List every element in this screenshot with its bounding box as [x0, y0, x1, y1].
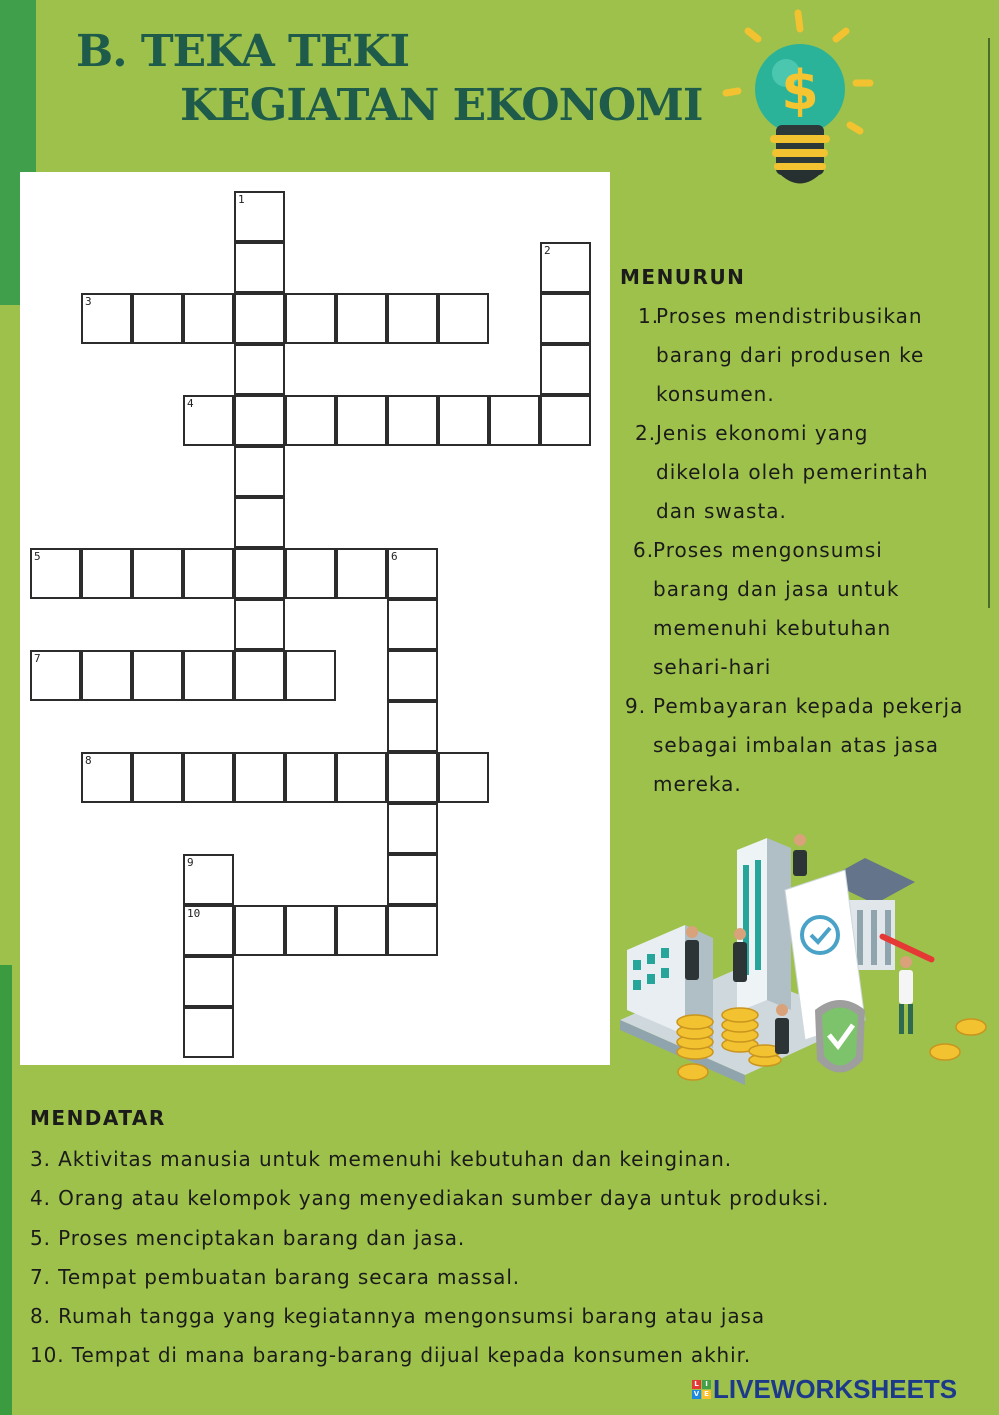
crossword-cell[interactable]	[234, 191, 285, 242]
crossword-cell[interactable]	[30, 548, 81, 599]
crossword-grid	[20, 172, 610, 1065]
crossword-cell[interactable]	[336, 752, 387, 803]
down-clue-2	[635, 414, 929, 531]
crossword-cell-number: 8	[85, 754, 92, 767]
brand-mark-square: L	[692, 1380, 701, 1389]
crossword-cell[interactable]	[285, 395, 336, 446]
crossword-cell-number: 6	[391, 550, 398, 563]
crossword-cell[interactable]	[540, 395, 591, 446]
crossword-cell[interactable]	[234, 752, 285, 803]
crossword-cell[interactable]	[132, 650, 183, 701]
crossword-cell[interactable]	[183, 1007, 234, 1058]
down-clue-9-number: 9.	[625, 694, 647, 718]
crossword-cell[interactable]	[387, 395, 438, 446]
crossword-cell[interactable]	[81, 548, 132, 599]
down-clue-2-text: Jenis ekonomi yang dikelola oleh pemerintah dan swasta.	[656, 421, 929, 523]
crossword-cell[interactable]	[336, 905, 387, 956]
crossword-cell[interactable]	[234, 242, 285, 293]
across-clue-5: 5. Proses menciptakan barang dan jasa.	[30, 1225, 466, 1250]
title-line-2: KEGIATAN EKONOMI	[180, 80, 703, 131]
crossword-cell[interactable]	[30, 650, 81, 701]
crossword-cell[interactable]	[234, 905, 285, 956]
crossword-cell[interactable]	[234, 395, 285, 446]
crossword-cell[interactable]	[183, 905, 234, 956]
crossword-cell[interactable]	[540, 293, 591, 344]
crossword-cell[interactable]	[234, 599, 285, 650]
crossword-cell[interactable]	[438, 752, 489, 803]
down-clue-9	[625, 687, 963, 804]
across-clue-list	[30, 1140, 829, 1376]
crossword-cell[interactable]	[183, 854, 234, 905]
crossword-cell[interactable]	[387, 701, 438, 752]
crossword-cell-number: 5	[34, 550, 41, 563]
crossword-cell[interactable]	[81, 752, 132, 803]
crossword-cell[interactable]	[234, 344, 285, 395]
crossword-cell[interactable]	[438, 293, 489, 344]
title-line-1: B. TEKA TEKI	[76, 26, 410, 77]
crossword-cell[interactable]	[234, 548, 285, 599]
crossword-cell[interactable]	[183, 395, 234, 446]
liveworksheets-logo-icon	[692, 1380, 711, 1399]
crossword-cell[interactable]	[438, 395, 489, 446]
crossword-cell[interactable]	[183, 548, 234, 599]
crossword-cell[interactable]	[540, 242, 591, 293]
crossword-cell[interactable]	[285, 293, 336, 344]
crossword-cell[interactable]	[81, 650, 132, 701]
crossword-cell[interactable]	[540, 344, 591, 395]
crossword-cell[interactable]	[387, 854, 438, 905]
crossword-cell[interactable]	[132, 548, 183, 599]
down-clue-1-text: Proses mendistribusikan barang dari produsen ke konsumen.	[656, 304, 925, 406]
crossword-cell[interactable]	[285, 548, 336, 599]
crossword-cell[interactable]	[234, 497, 285, 548]
across-heading: MENDATAR	[30, 1106, 166, 1130]
across-clue-10: 10. Tempat di mana barang-barang dijual kepada konsumen akhir.	[30, 1343, 752, 1368]
crossword-cell[interactable]	[285, 905, 336, 956]
down-clue-2-number: 2.	[635, 421, 657, 445]
crossword-cell[interactable]	[336, 548, 387, 599]
down-clue-6	[633, 531, 899, 687]
crossword-cell[interactable]	[336, 293, 387, 344]
down-clue-1-number: 1.	[638, 304, 660, 328]
right-divider-line	[988, 38, 990, 608]
crossword-cell-number: 4	[187, 397, 194, 410]
crossword-cell[interactable]	[183, 293, 234, 344]
crossword-cell-number: 9	[187, 856, 194, 869]
crossword-cell[interactable]	[183, 752, 234, 803]
crossword-cell-number: 2	[544, 244, 551, 257]
crossword-cell[interactable]	[387, 905, 438, 956]
across-clue-3: 3. Aktivitas manusia untuk memenuhi kebutuhan dan keinginan.	[30, 1147, 733, 1171]
crossword-cell[interactable]	[336, 395, 387, 446]
crossword-cell[interactable]	[234, 650, 285, 701]
down-clue-1	[638, 297, 924, 414]
crossword-cell[interactable]	[387, 650, 438, 701]
crossword-cell[interactable]	[387, 599, 438, 650]
crossword-cell-number: 7	[34, 652, 41, 665]
brand-mark-square: I	[702, 1380, 711, 1389]
crossword-cell[interactable]	[132, 752, 183, 803]
brand-mark-square: V	[693, 1390, 700, 1398]
across-clue-7: 7. Tempat pembuatan barang secara massal.	[30, 1264, 521, 1289]
crossword-cell[interactable]	[132, 293, 183, 344]
business-economy-illustration	[615, 820, 995, 1115]
down-clue-9-text: Pembayaran kepada pekerja sebagai imbalan atas jasa mereka.	[653, 694, 964, 796]
crossword-cell[interactable]	[81, 293, 132, 344]
brand-mark-square: E	[702, 1390, 711, 1399]
crossword-cell[interactable]	[387, 293, 438, 344]
crossword-cell[interactable]	[285, 752, 336, 803]
crossword-cell-number: 3	[85, 295, 92, 308]
crossword-cell[interactable]	[234, 293, 285, 344]
dollar-lightbulb-icon	[718, 5, 888, 195]
crossword-cell[interactable]	[387, 752, 438, 803]
crossword-cell[interactable]	[387, 548, 438, 599]
down-clue-6-number: 6.	[633, 538, 655, 562]
across-clue-4: 4. Orang atau kelompok yang menyediakan sumber daya untuk produksi.	[30, 1186, 830, 1211]
crossword-cell[interactable]	[183, 956, 234, 1007]
left-accent-stripe-bottom	[0, 965, 12, 1415]
down-clue-6-text: Proses mengonsumsi barang dan jasa untuk memenuhi kebutuhan sehari-hari	[653, 538, 900, 679]
across-clue-8: 8. Rumah tangga yang kegiatannya mengonsumsi barang atau jasa	[30, 1304, 765, 1329]
crossword-cell[interactable]	[234, 446, 285, 497]
brand-name: LIVEWORKSHEETS	[713, 1374, 958, 1404]
crossword-cell-number: 10	[187, 907, 201, 920]
crossword-paper	[20, 172, 610, 1065]
liveworksheets-brand	[692, 1374, 957, 1405]
crossword-cell-number: 1	[238, 193, 245, 206]
crossword-cell[interactable]	[489, 395, 540, 446]
down-heading: MENURUN	[620, 265, 746, 289]
crossword-cell[interactable]	[387, 803, 438, 854]
bulb-dollar-symbol: $	[781, 59, 819, 122]
crossword-cell[interactable]	[183, 650, 234, 701]
crossword-cell[interactable]	[285, 650, 336, 701]
